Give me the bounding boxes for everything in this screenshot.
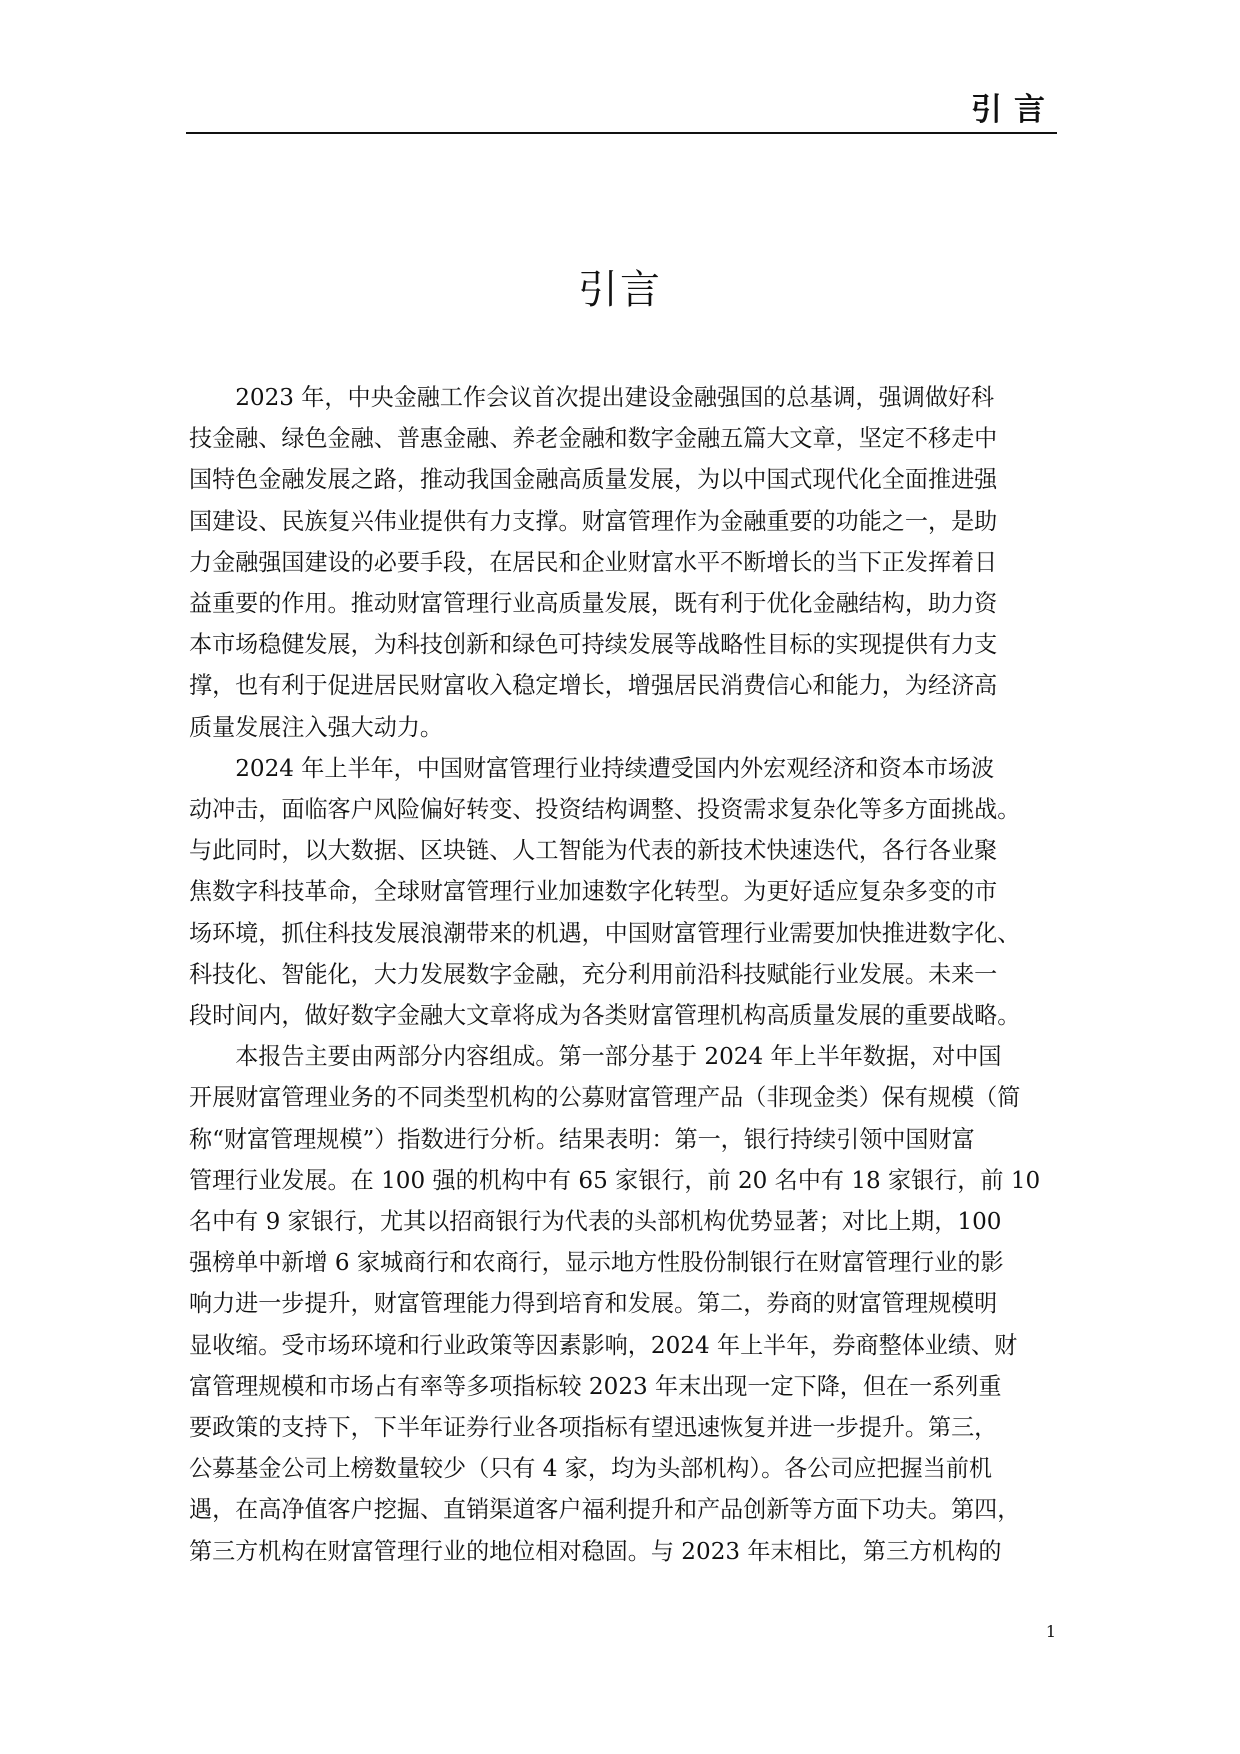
body-text — [189, 378, 1051, 1573]
running-header-title: 引言 — [971, 92, 1057, 128]
paragraph-1: 2023 年，中央金融工作会议首次提出建设金融强国的总基调，强调做好科 技金融、绿色金融、普惠金融、养老金融和数字金融五篇大文章，坚定不移走中 国特色金融发展之路，推动我国金融高质量发展，为以中国式现代化全面推进强 国建设、民族复兴伟业提供有力支撑。财富管理作为金融重要的功能之一，是助 力金融强国建设的必要手段，在居民和企业财富水平不断增长的当下正发挥着日 益重要的作用。推动财富管理行业高质量发展，既有利于优化金融结构，助力资 本市场稳健发展，为科技创新和绿色可持续发展等战略性目标的实现提供有力支 撑，也有利于促进居民财富收入稳定增长，增强居民消费信心和能力，为经济高 质量发展注入强大动力。 — [189, 385, 998, 741]
page-title: 引言 — [578, 267, 662, 313]
paragraph-2: 2024 年上半年，中国财富管理行业持续遭受国内外宏观经济和资本市场波 动冲击，面临客户风险偏好转变、投资结构调整、投资需求复杂化等多方面挑战。 与此同时，以大数据、区块链、人工智能为代表的新技术快速迭代，各行各业聚 焦数字科技革命，全球财富管理行业加速数字化转型。为更好适应复杂多变的市 场环境，抓住科技发展浪潮带来的机遇，中国财富管理行业需要加快推进数字化、 科技化、智能化，大力发展数字金融，充分利用前沿科技赋能行业发展。未来一 段时间内，做好数字金融大文章将成为各类财富管理机构高质量发展的重要战略。 — [189, 755, 1021, 1030]
header-divider — [186, 132, 1057, 134]
page-number: 1 — [1045, 1622, 1056, 1641]
running-header — [186, 90, 1057, 130]
paragraph-3: 本报告主要由两部分内容组成。第一部分基于 2024 年上半年数据，对中国 开展财富管理业务的不同类型机构的公募财富管理产品（非现金类）保有规模（简 称“财富管理规模”）指数进行分析。结果表明：第一，银行持续引领中国财富 管理行业发展。在 100 强的机构中有 65 家银行，前 20 名中有 18 家银行，前 10 名中有 9 家银行，尤其以招商银行为代表的头部机构优势显著；对比上期，100 强榜单中新增 6 家城商行和农商行，显示地方性股份制银行在财富管理行业的影 响力进一步提升，财富管理能力得到培育和发展。第二，券商的财富管理规模明 显收缩。受市场环境和行业政策等因素影响，2024 年上半年，券商整体业绩、财 富管理规模和市场占有率等多项指标较 2023 年末出现一定下降，但在一系列重 要政策的支持下，下半年证券行业各项指标有望迅速恢复并进一步提升。第三， 公募基金公司上榜数量较少（只有 4 家，均为头部机构）。各公司应把握当前机 遇，在高净值客户挖掘、直销渠道客户福利提升和产品创新等方面下功夫。第四， 第三方机构在财富管理行业的地位相对稳固。与 2023 年末相比，第三方机构的 — [189, 1044, 1041, 1565]
